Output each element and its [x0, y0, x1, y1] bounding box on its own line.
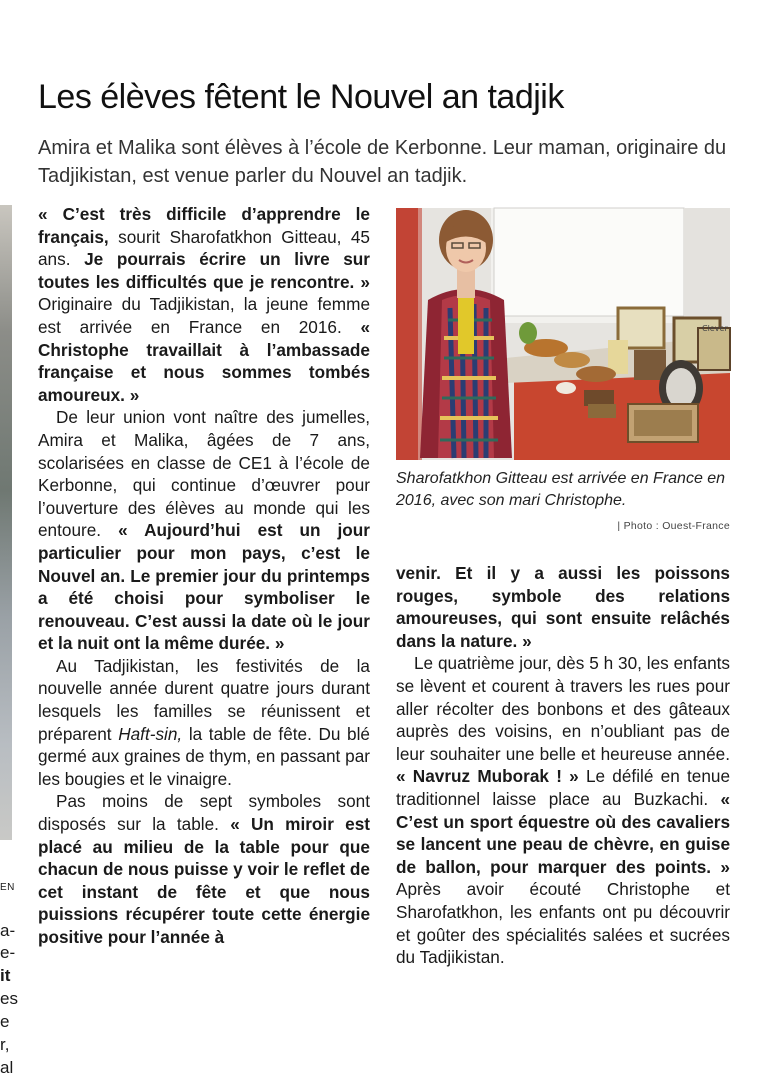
neighbor-text-fragment: e [0, 1012, 10, 1031]
quote: « C’est un sport équestre où des cavaliers se lancent une peau de chèvre, en guise de ballon, pour marquer des points. » [396, 788, 730, 877]
photo-sign-text: Clever [702, 324, 728, 333]
italic-term: Haft-sin, [118, 723, 183, 744]
paragraph [38, 790, 370, 948]
neighbor-text-fragment: al [0, 1058, 14, 1077]
article-intro: Amira et Malika sont élèves à l’école de Kerbonne. Leur maman, originaire du Tadjikistan, est venue parler du Nouvel an tadjik. [38, 137, 727, 187]
neighbor-photo-edge [0, 205, 12, 840]
text-run: la table de fête. Du blé germé aux graines de thym, en passant par les bougies et le vinaigre. [38, 723, 370, 789]
photo-illustration [396, 208, 730, 460]
paragraph [38, 655, 370, 791]
article-column-2 [396, 562, 730, 969]
text-run: De leur union vont naître des jumelles, Amira et Malika, âgées de 7 ans, scolarisées en classe de CE1 à l’école de Kerbonne, qui continue d’œuvrer pour l’ouverture des élèves au monde qui les entoure. [38, 407, 370, 541]
text-run: sourit Sharofatkhon Gitteau, 45 ans. [38, 226, 370, 270]
text-run: Le quatrième jour, dès 5 h 30, les enfants se lèvent et courent à travers les rues pour aller récolter des bonbons et des gâteaux auprès des voisins, en n’oubliant pas de leur souhaiter une belle et heureuse année. [396, 653, 730, 764]
text-run: Après avoir écouté Christophe et Sharofatkhon, les enfants ont pu découvrir et goûter des spécialités salées et sucrées du Tadjikistan. [396, 879, 730, 968]
text-run: Le défilé en tenue traditionnel laisse place au Buzkachi. [396, 766, 730, 809]
quote: « Christophe travaillait à l’ambassade française et nous sommes tombés amoureux. » [38, 316, 370, 405]
article-photo [396, 208, 730, 460]
article-column-1 [38, 203, 370, 949]
photo-caption: Sharofatkhon Gitteau est arrivée en France en 2016, avec son mari Christophe. [396, 470, 726, 509]
text-run: Originaire du Tadjikistan, la jeune femme est arrivée en France en 2016. [38, 294, 370, 337]
text-run: Au Tadjikistan, les festivités de la nouvelle année durent quatre jours durant lesquels les familles se réunissent et préparent [38, 655, 370, 744]
quote: « Aujourd’hui est un jour particulier pour mon pays, c’est le Nouvel an. Le premier jour du printemps a été choisi pour symboliser le renouveau. C’est aussi la date où le jour et la nuit ont la même durée. » [38, 520, 370, 654]
quote: venir. Et il y a aussi les poissons rouges, symbole des relations amoureuses, qui sont ensuite relâchés dans la nature. » [396, 563, 730, 651]
paragraph [396, 562, 730, 652]
paragraph [38, 203, 370, 406]
neighbor-text-fragment: es [0, 989, 18, 1008]
article-headline: Les élèves fêtent le Nouvel an tadjik [38, 78, 564, 116]
paragraph [396, 652, 730, 968]
quote: « Un miroir est placé au milieu de la table pour que chacun de nous puisse y voir le reflet de cet instant de fête et que nous puissions récupérer toute cette énergie positive pour l’année à [38, 814, 370, 947]
text-run: Pas moins de sept symboles sont disposés sur la table. [38, 791, 370, 835]
neighbor-text-fragment: it [0, 966, 11, 985]
neighbor-text-fragment: r, [0, 1035, 10, 1054]
quote: « Navruz Muborak ! » [396, 766, 579, 787]
quote: « C’est très difficile d’apprendre le français, [38, 204, 370, 247]
photo-credit: | Photo : Ouest-France [617, 520, 730, 532]
neighbor-text-fragment: e- [0, 943, 16, 962]
paragraph [38, 406, 370, 655]
neighbor-text-fragment: a- [0, 921, 16, 940]
quote: Je pourrais écrire un livre sur toutes les difficultés que je rencontre. » [38, 249, 370, 292]
neighbor-caption-fragment: EN [0, 882, 15, 893]
